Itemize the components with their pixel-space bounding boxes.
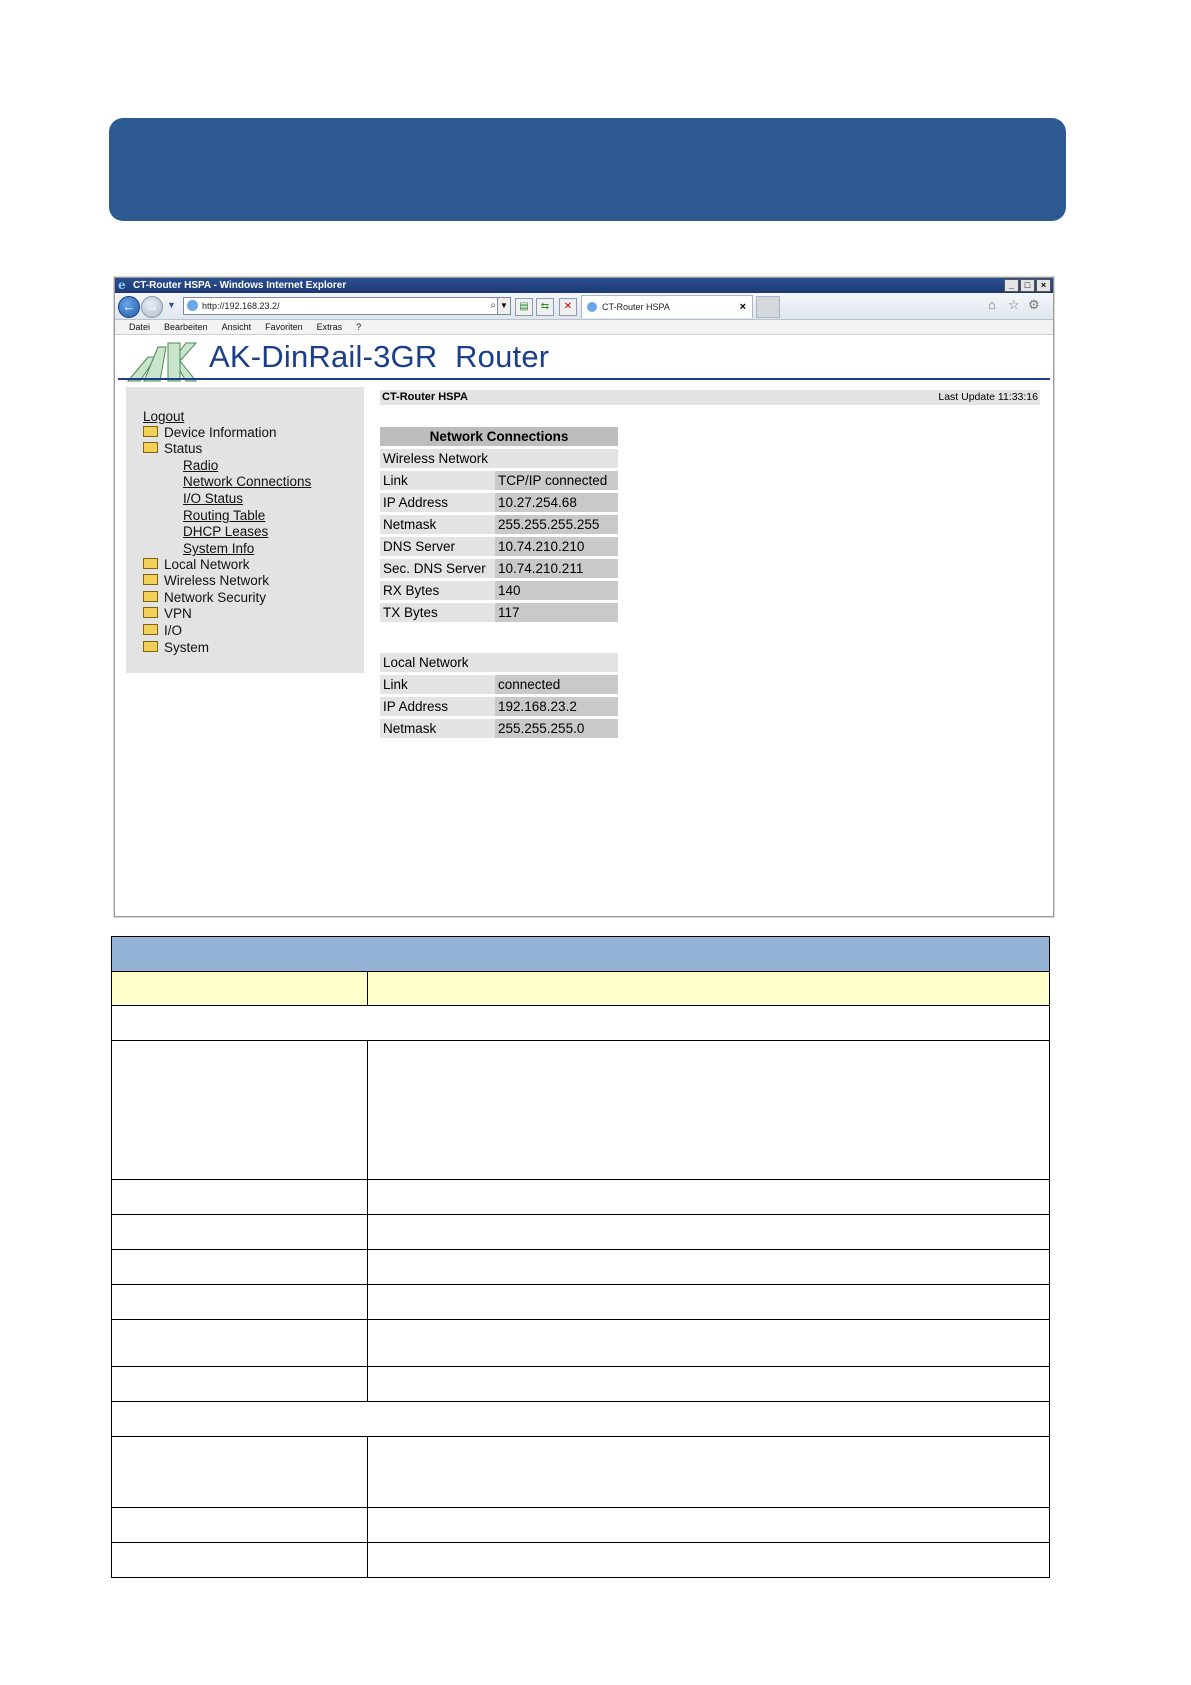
ak-logo-icon — [126, 339, 198, 383]
sidebar-item-io-status[interactable]: I/O Status — [183, 491, 243, 506]
table-header-row — [112, 937, 1050, 972]
menu-help[interactable]: ? — [356, 322, 362, 332]
sidebar-item-system-info[interactable]: System Info — [183, 541, 254, 556]
table-row: Link TCP/IP connected — [380, 471, 618, 490]
minimize-icon[interactable]: _ — [1004, 279, 1019, 292]
sidebar-item-wireless-network[interactable]: Wireless Network — [143, 573, 269, 588]
url-text[interactable]: http://192.168.23.2/ — [202, 301, 280, 311]
sidebar-item-vpn[interactable]: VPN — [143, 606, 192, 621]
table-title: Network Connections — [380, 427, 618, 446]
table-cell — [368, 1437, 1050, 1508]
page-header-bar — [380, 390, 1040, 405]
document-table — [111, 936, 1050, 1578]
table-cell — [368, 1508, 1050, 1543]
address-dropdown-icon[interactable]: ▼ — [497, 298, 510, 314]
table-cell — [112, 1285, 368, 1320]
sidebar-item-dhcp-leases[interactable]: DHCP Leases — [183, 524, 268, 539]
history-dropdown-icon[interactable]: ▼ — [167, 300, 176, 310]
window-title: CT-Router HSPA - Windows Internet Explorer — [133, 280, 347, 291]
favorites-star-icon[interactable]: ☆ — [1008, 297, 1020, 312]
sidebar-item-logout[interactable]: Logout — [143, 409, 184, 424]
section-row — [112, 1402, 1050, 1437]
sidebar-item-system[interactable]: System — [143, 640, 209, 655]
table-cell — [368, 1041, 1050, 1180]
wireless-network-table — [380, 424, 618, 625]
sidebar-item-device-information[interactable]: Device Information — [143, 425, 277, 440]
sidebar-item-radio[interactable]: Radio — [183, 458, 218, 473]
table-cell — [368, 1367, 1050, 1402]
table-row: RX Bytes 140 — [380, 581, 618, 600]
table-cell — [368, 1180, 1050, 1215]
table-row: DNS Server 10.74.210.210 — [380, 537, 618, 556]
refresh-icon[interactable]: ⇆ — [536, 298, 554, 316]
tab-globe-icon — [587, 302, 597, 312]
table-cell — [112, 1543, 368, 1578]
header-banner — [109, 118, 1066, 221]
table-cell — [112, 1215, 368, 1250]
section-header: Wireless Network — [380, 449, 618, 468]
menu-bearbeiten[interactable]: Bearbeiten — [164, 322, 208, 332]
sidebar-item-local-network[interactable]: Local Network — [143, 557, 250, 572]
compatibility-view-icon[interactable]: ▤ — [515, 298, 533, 316]
table-cell — [112, 1320, 368, 1367]
sidebar-item-network-security[interactable]: Network Security — [143, 590, 266, 605]
table-cell — [112, 1250, 368, 1285]
section-row — [112, 1006, 1050, 1041]
table-cell — [112, 1508, 368, 1543]
menu-bar — [115, 320, 1053, 335]
address-bar[interactable] — [183, 297, 511, 315]
table-cell — [368, 1320, 1050, 1367]
folder-icon — [143, 607, 158, 618]
column-header-cell — [112, 972, 368, 1006]
page-globe-icon — [187, 300, 198, 311]
table-row: Netmask 255.255.255.255 — [380, 515, 618, 534]
browser-window — [114, 277, 1054, 917]
tools-gear-icon[interactable]: ⚙ — [1028, 297, 1040, 312]
last-update: Last Update 11:33:16 — [938, 391, 1038, 403]
table-row: TX Bytes 117 — [380, 603, 618, 622]
window-controls — [1004, 279, 1051, 292]
folder-icon — [143, 624, 158, 635]
home-icon[interactable]: ⌂ — [988, 297, 996, 312]
folder-icon — [143, 574, 158, 585]
table-cell — [112, 1437, 368, 1508]
local-network-table — [380, 650, 618, 741]
table-cell — [112, 1041, 368, 1180]
sidebar-item-io[interactable]: I/O — [143, 623, 182, 638]
sidebar-item-network-connections[interactable]: Network Connections — [183, 474, 311, 489]
tab-ct-router[interactable] — [581, 295, 753, 318]
table-cell — [368, 1250, 1050, 1285]
table-cell — [368, 1285, 1050, 1320]
table-row: IP Address 192.168.23.2 — [380, 697, 618, 716]
folder-icon — [143, 442, 158, 453]
menu-ansicht[interactable]: Ansicht — [221, 322, 252, 332]
folder-icon — [143, 641, 158, 652]
folder-icon — [143, 558, 158, 569]
sidebar — [126, 387, 364, 673]
header-rule — [118, 378, 1050, 380]
ie-icon: e — [118, 278, 126, 292]
menu-favoriten[interactable]: Favoriten — [265, 322, 303, 332]
table-cell — [368, 1543, 1050, 1578]
navigation-bar — [115, 293, 1053, 320]
column-header-cell — [368, 972, 1050, 1006]
folder-icon — [143, 426, 158, 437]
table-cell — [112, 1180, 368, 1215]
tab-close-icon[interactable]: × — [739, 301, 746, 313]
forward-button[interactable]: → — [141, 296, 163, 318]
table-cell — [368, 1215, 1050, 1250]
maximize-icon[interactable]: □ — [1020, 279, 1035, 292]
stop-icon[interactable]: ✕ — [559, 298, 577, 316]
device-name: CT-Router HSPA — [382, 391, 468, 403]
table-row: Netmask 255.255.255.0 — [380, 719, 618, 738]
table-row: Link connected — [380, 675, 618, 694]
title-bar — [115, 278, 1053, 293]
search-icon[interactable]: ⌕ — [490, 300, 496, 311]
table-cell — [112, 1367, 368, 1402]
sidebar-item-routing-table[interactable]: Routing Table — [183, 508, 265, 523]
sidebar-item-status[interactable]: Status — [143, 441, 202, 456]
back-button[interactable]: ← — [118, 296, 140, 318]
menu-extras[interactable]: Extras — [316, 322, 343, 332]
menu-datei[interactable]: Datei — [129, 322, 151, 332]
new-tab-button[interactable] — [756, 296, 780, 318]
table-row: Sec. DNS Server 10.74.210.211 — [380, 559, 618, 578]
section-header: Local Network — [380, 653, 618, 672]
tab-label: CT-Router HSPA — [602, 302, 670, 312]
table-row: IP Address 10.27.254.68 — [380, 493, 618, 512]
product-title: AK-DinRail-3GR Router — [209, 339, 550, 374]
web-page — [115, 335, 1053, 916]
close-icon[interactable]: × — [1036, 279, 1051, 292]
folder-icon — [143, 591, 158, 602]
